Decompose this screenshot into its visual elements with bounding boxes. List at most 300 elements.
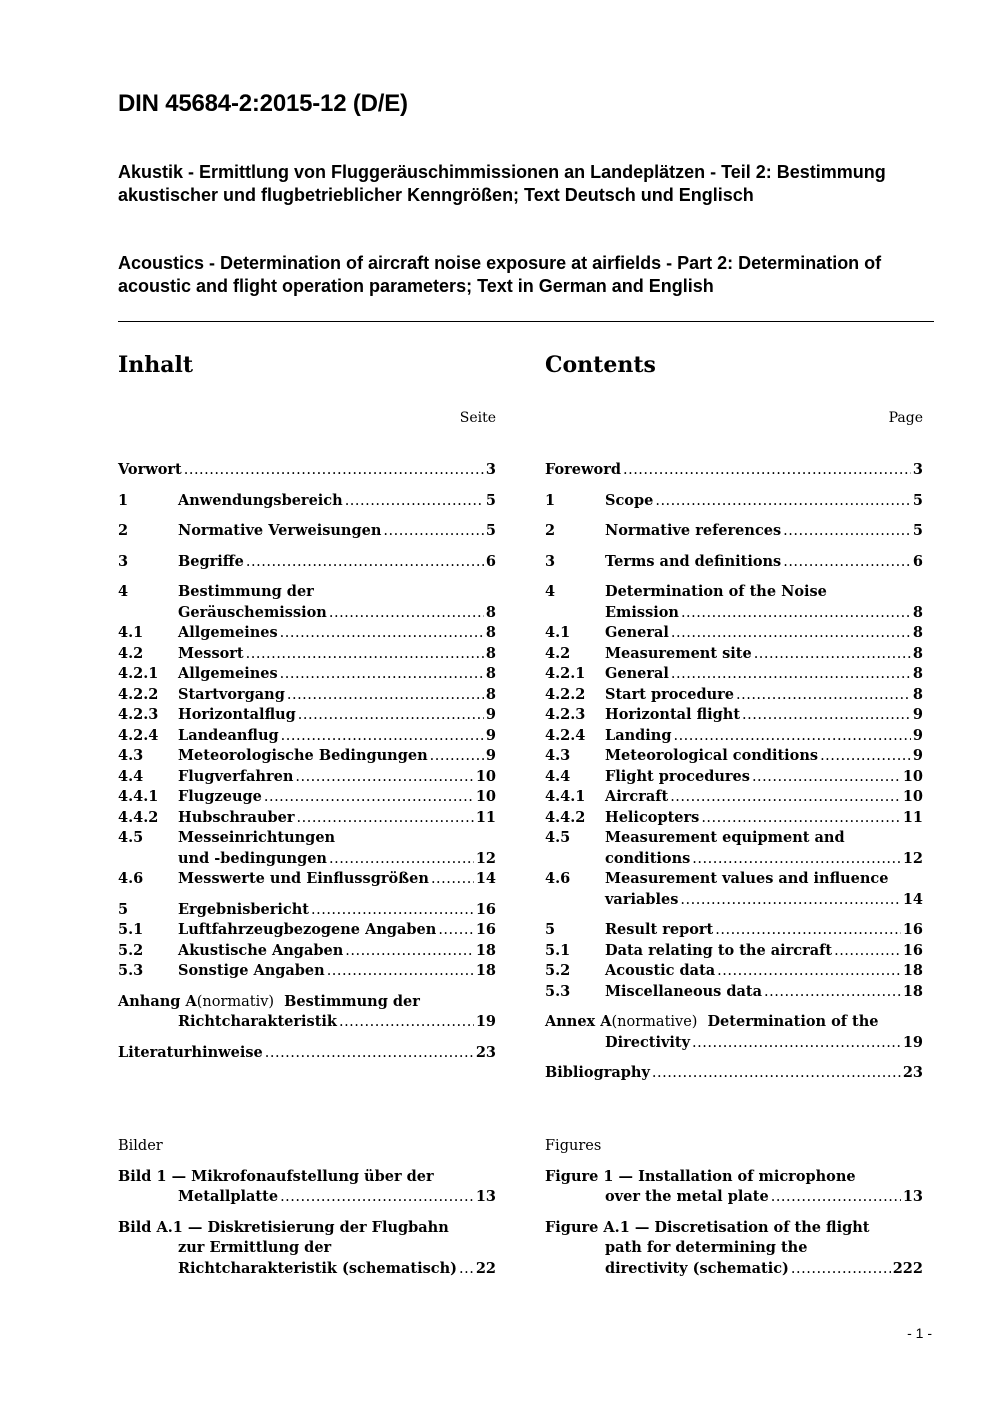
toc-entry-number: 4 (118, 583, 129, 600)
toc-entry-title: Data relating to the aircraft (605, 941, 833, 959)
toc-entry-number: 3 (118, 552, 129, 570)
toc-entry[interactable] (118, 900, 496, 921)
toc-entry[interactable] (545, 746, 923, 767)
toc-entry[interactable] (118, 941, 496, 962)
toc-entry-line (118, 1043, 496, 1064)
title-divider (118, 321, 934, 322)
figure-page-number: 13 (475, 1188, 496, 1205)
dot-leader (655, 491, 911, 512)
toc-entry-line (545, 582, 923, 603)
figure-entry-line (545, 1218, 923, 1239)
dot-leader (752, 767, 901, 788)
toc-entry-line (545, 920, 923, 941)
toc-entry-line (118, 460, 496, 481)
toc-entry-title: Anwendungsbereich (178, 491, 343, 509)
toc-entry-title: Startvorgang (178, 685, 285, 703)
figure-title: path for determining the (605, 1239, 808, 1256)
toc-entry[interactable] (545, 552, 923, 573)
toc-entry-line (545, 644, 923, 665)
toc-entry-number: 1 (545, 491, 556, 509)
toc-entry-title: Begriffe (178, 552, 244, 570)
page-column-label: Seite (459, 410, 496, 426)
title-german: Akustik - Ermittlung von Fluggeräuschimmissionen an Landeplätzen - Teil 2: Bestimmung akustischer und flugbetrieblicher Kenngrößen; Text Deutsch und Englisch (118, 162, 886, 205)
toc-entry[interactable] (545, 961, 923, 982)
toc-page-number: 8 (485, 644, 496, 662)
toc-entry[interactable] (118, 460, 496, 481)
toc-entry-title: Messeinrichtungen (178, 829, 336, 846)
toc-entry-number: 5 (545, 921, 556, 938)
dot-leader (295, 767, 473, 788)
toc-entry-line (118, 582, 496, 603)
toc-entry-line (118, 664, 496, 685)
toc-entry-line (118, 849, 496, 870)
dot-leader (345, 491, 484, 512)
dot-leader (701, 808, 901, 829)
toc-entry-number: 2 (118, 522, 129, 539)
dot-leader (673, 726, 910, 747)
dot-leader (383, 521, 484, 542)
toc-page-number: 14 (475, 870, 496, 887)
toc-entry[interactable] (118, 808, 496, 829)
toc-entry-number: 4.2 (118, 644, 144, 662)
figure-title: Figure A.1 — Discretisation of the flight (545, 1218, 870, 1236)
toc-entry-line (118, 726, 496, 747)
toc-entry-line (545, 828, 923, 849)
toc-entry[interactable] (118, 961, 496, 982)
dot-leader (834, 941, 901, 962)
figure-entry[interactable] (118, 1218, 496, 1280)
toc-entry-title: Horizontal flight (605, 706, 741, 723)
figure-entry-line (545, 1238, 923, 1259)
toc-entry-title: General (605, 665, 669, 682)
dot-leader (671, 623, 911, 644)
toc-entry-title: Determination of the Noise (605, 583, 827, 600)
toc-page-number: 23 (475, 1043, 496, 1061)
toc-list (545, 460, 923, 1084)
toc-entry-line (545, 1033, 923, 1054)
toc-page-number: 11 (475, 808, 496, 826)
toc-entry-line (545, 1063, 923, 1084)
toc-entry-title: Messort (178, 644, 244, 662)
toc-entry-line (118, 767, 496, 788)
dot-leader (717, 961, 901, 982)
figure-title: Figure 1 — Installation of microphone (545, 1167, 856, 1185)
toc-page-number: 14 (902, 890, 923, 908)
figure-list (118, 1136, 496, 1279)
dot-leader (329, 603, 484, 624)
toc-page-number: 3 (485, 461, 496, 478)
dot-leader (280, 623, 484, 644)
toc-entry-title: Terms and definitions (605, 552, 782, 570)
toc-entry[interactable] (118, 521, 496, 542)
toc-page-number: 8 (485, 665, 496, 682)
toc-entry-title: Ergebnisbericht (178, 900, 309, 918)
toc-entry-title: Acoustic data (605, 962, 716, 979)
dot-leader (246, 644, 484, 665)
toc-entry-line (545, 705, 923, 726)
figure-title: Bild 1 — Mikrofonaufstellung über der (118, 1167, 434, 1185)
toc-entry-line (545, 623, 923, 644)
toc-entry-title: conditions (605, 849, 691, 867)
toc-entry[interactable] (118, 726, 496, 747)
toc-page-number: 18 (902, 982, 923, 1000)
toc-page-number: 5 (912, 522, 923, 539)
toc-entry[interactable] (545, 941, 923, 962)
toc-entry[interactable] (118, 664, 496, 685)
toc-entry-number: 4.1 (545, 624, 571, 641)
toc-entry-number: 4.2.1 (545, 665, 586, 682)
toc-entry[interactable] (545, 664, 923, 685)
dot-leader (280, 664, 484, 685)
toc-entry-number: 4.6 (118, 870, 144, 887)
toc-page-number: 12 (475, 849, 496, 867)
figure-entry[interactable] (545, 1167, 923, 1208)
toc-entry-number: 4.4.2 (118, 808, 159, 826)
toc-entry-title: Vorwort (118, 461, 182, 478)
toc-entry[interactable] (545, 828, 923, 869)
toc-page-number: 6 (485, 552, 496, 570)
toc-heading: Inhalt (118, 352, 194, 378)
toc-entry-line (545, 491, 923, 512)
dot-leader (771, 1187, 901, 1208)
toc-entry-title: Luftfahrzeugbezogene Angaben (178, 921, 437, 938)
toc-entry-title: Foreword (545, 461, 621, 478)
figure-page-number: 13 (902, 1188, 923, 1205)
toc-entry-line (118, 552, 496, 573)
dot-leader (265, 1043, 474, 1064)
figure-title: zur Ermittlung der (178, 1239, 332, 1256)
annex-label: Annex A (545, 1013, 612, 1030)
toc-page-number: 18 (475, 962, 496, 979)
toc-page-number: 8 (912, 603, 923, 621)
figure-entry-line (118, 1218, 496, 1239)
figure-title: Richtcharakteristik (schematisch) (178, 1259, 457, 1277)
dot-leader (438, 920, 474, 941)
toc-entry-number: 5.1 (545, 941, 571, 959)
figure-entry-line (118, 1187, 496, 1208)
toc-entry-number: 5.3 (545, 982, 571, 1000)
annex-note: (normative) (611, 1014, 698, 1030)
toc-page-number: 9 (912, 726, 923, 744)
toc-entry[interactable] (118, 746, 496, 767)
toc-entry-line (545, 961, 923, 982)
toc-page-number: 10 (902, 788, 923, 805)
toc-entry-number: 4.2.4 (118, 726, 159, 744)
toc-entry-number: 4.2.3 (545, 706, 586, 723)
toc-entry-title: und -bedingungen (178, 849, 327, 867)
toc-entry-title: Emission (605, 603, 679, 621)
dot-leader (680, 890, 900, 911)
toc-entry-title: Allgemeines (178, 624, 278, 641)
toc-entry-title: General (605, 624, 669, 641)
annex-note: (normativ) (196, 993, 275, 1010)
toc-entry-title: Measurement site (605, 644, 752, 662)
toc-entry-line (545, 808, 923, 829)
toc-entry-line (545, 982, 923, 1003)
figure-title: Metallplatte (178, 1188, 279, 1205)
toc-entry[interactable] (545, 1063, 923, 1084)
toc-page-number: 16 (902, 921, 923, 938)
toc-entry-line (118, 603, 496, 624)
toc-entry-line (118, 623, 496, 644)
figure-entry[interactable] (545, 1218, 923, 1280)
toc-page-number: 8 (485, 624, 496, 641)
toc-entry[interactable] (545, 582, 923, 623)
page-number: - 1 - (907, 1325, 932, 1341)
toc-entry[interactable] (118, 992, 496, 1033)
toc-entry-line (118, 685, 496, 706)
toc-page-number: 10 (475, 788, 496, 805)
toc-entry-title: Directivity (605, 1033, 691, 1051)
toc-entry-number: 4.6 (545, 870, 571, 887)
toc-entry-number: 4.2.2 (118, 685, 159, 703)
toc-entry-line (118, 900, 496, 921)
dot-leader (311, 900, 474, 921)
toc-entry-title: Bestimmung der (178, 583, 314, 600)
toc-entry[interactable] (545, 726, 923, 747)
dot-leader (264, 787, 474, 808)
toc-entry[interactable] (118, 552, 496, 573)
figure-title: Bild A.1 — Diskretisierung der Flugbahn (118, 1218, 449, 1236)
toc-page-number: 19 (902, 1033, 923, 1051)
toc-entry-title: Aircraft (605, 788, 669, 805)
toc-entry[interactable] (545, 1012, 923, 1053)
toc-entry[interactable] (545, 460, 923, 481)
dot-leader (280, 1187, 474, 1208)
toc-entry-line (118, 808, 496, 829)
figure-title: directivity (schematic) (605, 1259, 789, 1277)
toc-entry-number: 4.5 (545, 829, 571, 846)
dot-leader (246, 552, 484, 573)
dot-leader (184, 460, 484, 481)
toc-entry-line (118, 828, 496, 849)
toc-entry[interactable] (118, 582, 496, 623)
toc-entry-line (545, 869, 923, 890)
dot-leader (329, 849, 474, 870)
toc-entry-line (118, 521, 496, 542)
toc-entry[interactable] (545, 644, 923, 665)
toc-entry-number: 4.2 (545, 644, 571, 662)
toc-entry-number: 4.3 (118, 747, 144, 764)
toc-entry-line (118, 869, 496, 890)
toc-page-number: 16 (902, 941, 923, 959)
toc-entry-line (545, 726, 923, 747)
toc-entry-line (545, 685, 923, 706)
toc-entry-title: Measurement values and influence (605, 870, 889, 887)
title-english: Acoustics - Determination of aircraft noise exposure at airfields - Part 2: Determination of acoustic and flight operation parameters; Text in German and English (118, 253, 882, 296)
figure-entry-line (118, 1238, 496, 1259)
toc-entry-title: Landing (605, 726, 672, 744)
toc-entry-line (118, 746, 496, 767)
dot-leader (715, 920, 901, 941)
toc-page-number: 3 (912, 461, 923, 478)
dot-leader (345, 941, 474, 962)
figure-entry[interactable] (118, 1167, 496, 1208)
dot-leader (297, 808, 474, 829)
toc-page-number: 8 (485, 685, 496, 703)
toc-entry-line (545, 746, 923, 767)
figures-label: Figures (545, 1138, 602, 1154)
toc-entry-number: 4.2.3 (118, 706, 159, 723)
toc-entry[interactable] (545, 767, 923, 788)
toc-entry-title: Allgemeines (178, 665, 278, 682)
toc-entry-title: Normative references (605, 522, 782, 539)
toc-entry-title: Miscellaneous data (605, 982, 763, 1000)
toc-entry[interactable] (545, 491, 923, 512)
toc-entry[interactable] (118, 767, 496, 788)
toc-page-number: 16 (475, 921, 496, 938)
toc-entry-line (118, 920, 496, 941)
toc-page-number: 18 (902, 962, 923, 979)
dot-leader (459, 1259, 474, 1280)
toc-page-number: 9 (485, 726, 496, 744)
toc-entry-title: Measurement equipment and (605, 829, 845, 846)
toc-entry-line (545, 849, 923, 870)
toc-page-number: 9 (912, 706, 923, 723)
toc-entry-title: Horizontalflug (178, 706, 296, 723)
toc-entry[interactable] (545, 705, 923, 726)
dot-leader (692, 1033, 901, 1054)
toc-entry-number: 5.2 (118, 941, 144, 959)
toc-entry-title: Bibliography (545, 1064, 650, 1081)
toc-page-number: 8 (485, 603, 496, 621)
toc-entry-title: Geräuschemission (178, 603, 327, 621)
toc-entry-title: Richtcharakteristik (178, 1013, 337, 1030)
dot-leader (298, 705, 484, 726)
figure-page-number: 22 (475, 1259, 496, 1277)
toc-entry-line (545, 460, 923, 481)
dot-leader (681, 603, 911, 624)
toc-page-number: 19 (475, 1013, 496, 1030)
toc-entry-number: 4.2.2 (545, 685, 586, 703)
toc-entry-line (118, 1012, 496, 1033)
toc-entry-number: 4.4 (545, 767, 571, 785)
dot-leader (671, 664, 911, 685)
toc-page-number: 9 (485, 706, 496, 723)
dot-leader (327, 961, 474, 982)
toc-entry[interactable] (545, 920, 923, 941)
dot-leader (623, 460, 911, 481)
toc-entry-title: Result report (605, 921, 714, 938)
toc-entry[interactable] (118, 828, 496, 869)
toc-page-number: 23 (902, 1064, 923, 1081)
toc-entry[interactable] (118, 705, 496, 726)
toc-entry-line (545, 603, 923, 624)
toc-entry-number: 4.4 (118, 767, 144, 785)
toc-entry-title: Flugverfahren (178, 767, 294, 785)
toc-entry-title: Bestimmung der (284, 992, 420, 1010)
toc-entry[interactable] (118, 869, 496, 890)
toc-entry[interactable] (118, 491, 496, 512)
toc-page-number: 9 (912, 747, 923, 764)
toc-entry-number: 5.2 (545, 962, 571, 979)
toc-entry-title: Literaturhinweise (118, 1043, 263, 1061)
toc-entry-title: Hubschrauber (178, 808, 295, 826)
dot-leader (742, 705, 911, 726)
dot-leader (820, 746, 911, 767)
dot-leader (281, 726, 484, 747)
toc-entry-line (545, 787, 923, 808)
toc-entry[interactable] (118, 787, 496, 808)
figures-label: Bilder (118, 1138, 163, 1154)
toc-entry-title: Messwerte und Einflussgrößen (178, 870, 429, 887)
toc-page-number: 16 (475, 900, 496, 918)
toc-page-number: 11 (902, 808, 923, 826)
toc-entry-title: Start procedure (605, 685, 734, 703)
toc-entry-number: 3 (545, 552, 556, 570)
toc-entry-number: 5.3 (118, 962, 144, 979)
toc-entry-line (118, 644, 496, 665)
page-column-label: Page (888, 410, 923, 426)
toc-entry-number: 4.2.1 (118, 665, 159, 682)
toc-entry-number: 4.4.2 (545, 808, 586, 826)
toc-entry-title: Meteorological conditions (605, 747, 819, 764)
toc-entry[interactable] (545, 982, 923, 1003)
toc-page-number: 5 (485, 491, 496, 509)
toc-page-number: 10 (902, 767, 923, 785)
dot-leader (754, 644, 911, 665)
toc-entry[interactable] (545, 787, 923, 808)
figure-list (545, 1136, 923, 1279)
toc-entry-line (545, 664, 923, 685)
toc-page-number: 6 (912, 552, 923, 570)
toc-entry-title: variables (605, 890, 679, 908)
document-id: DIN 45684-2:2015-12 (D/E) (118, 90, 408, 117)
figure-entry-line (545, 1167, 923, 1188)
toc-entry-title: Normative Verweisungen (178, 522, 382, 539)
dot-leader (339, 1012, 474, 1033)
toc-page-number: 18 (475, 941, 496, 959)
dot-leader (791, 1259, 891, 1280)
toc-entry-title: Flugzeuge (178, 788, 262, 805)
dot-leader (736, 685, 911, 706)
toc-entry-title: Meteorologische Bedingungen (178, 747, 428, 764)
toc-entry-number: 4.2.4 (545, 726, 586, 744)
toc-entry[interactable] (545, 869, 923, 910)
toc-entry[interactable] (118, 623, 496, 644)
toc-entry[interactable] (118, 1043, 496, 1064)
toc-entry[interactable] (118, 920, 496, 941)
dot-leader (287, 685, 484, 706)
toc-list (118, 460, 496, 1063)
dot-leader (692, 849, 901, 870)
toc-entry[interactable] (545, 808, 923, 829)
toc-entry-line (545, 552, 923, 573)
toc-entry-line (545, 941, 923, 962)
dot-leader (652, 1063, 901, 1084)
figure-title: over the metal plate (605, 1188, 769, 1205)
toc-entry-line (118, 491, 496, 512)
figure-entry-line (545, 1259, 923, 1280)
toc-entry[interactable] (545, 685, 923, 706)
dot-leader (431, 869, 474, 890)
toc-page-number: 8 (912, 685, 923, 703)
toc-entry-line (545, 890, 923, 911)
toc-entry[interactable] (545, 623, 923, 644)
toc-entry-number: 5.1 (118, 921, 144, 938)
toc-entry[interactable] (118, 685, 496, 706)
toc-page-number: 9 (485, 747, 496, 764)
toc-entry-title: Sonstige Angaben (178, 962, 325, 979)
toc-page-number: 8 (912, 624, 923, 641)
dot-leader (783, 521, 911, 542)
toc-page-number: 12 (902, 849, 923, 867)
toc-entry-title: Flight procedures (605, 767, 750, 785)
toc-entry[interactable] (545, 521, 923, 542)
figure-entry-line (118, 1167, 496, 1188)
dot-leader (783, 552, 911, 573)
toc-entry[interactable] (118, 644, 496, 665)
